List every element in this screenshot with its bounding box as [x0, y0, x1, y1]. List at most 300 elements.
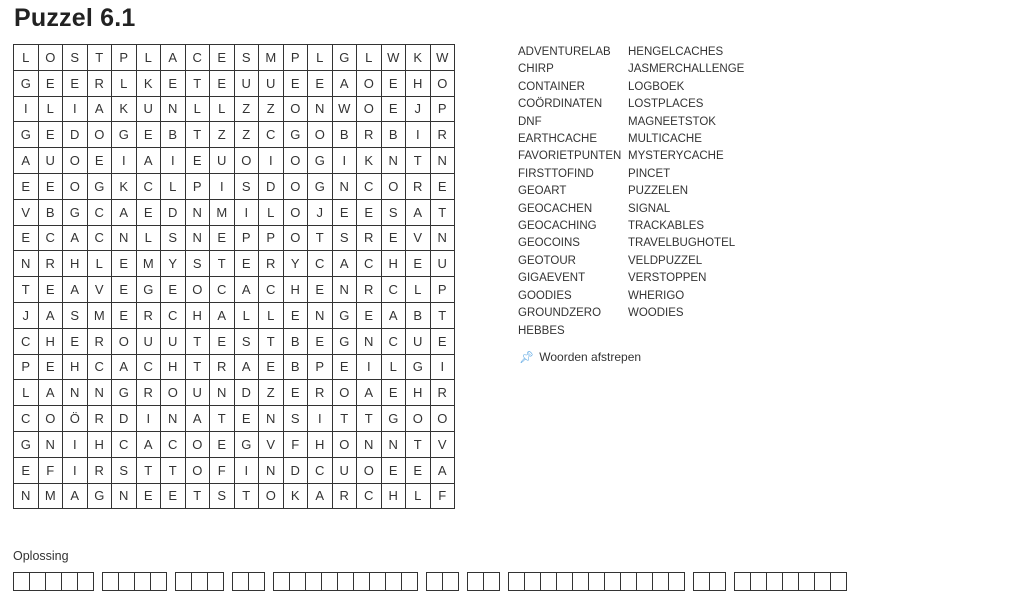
grid-cell[interactable]: J — [14, 302, 39, 328]
grid-cell[interactable]: O — [63, 148, 88, 174]
grid-cell[interactable]: T — [430, 302, 455, 328]
grid-cell[interactable]: O — [87, 122, 112, 148]
grid-cell[interactable]: L — [357, 45, 382, 71]
grid-cell[interactable]: N — [430, 148, 455, 174]
grid-cell[interactable]: A — [234, 277, 259, 303]
grid-cell[interactable]: I — [430, 354, 455, 380]
grid-cell[interactable]: I — [63, 96, 88, 122]
grid-cell[interactable]: C — [38, 225, 63, 251]
grid-cell[interactable]: O — [406, 406, 431, 432]
grid-cell[interactable]: E — [283, 302, 308, 328]
grid-cell[interactable]: N — [14, 251, 39, 277]
grid-cell[interactable]: O — [259, 483, 284, 509]
grid-cell[interactable]: S — [234, 328, 259, 354]
grid-cell[interactable]: R — [357, 277, 382, 303]
grid-cell[interactable]: E — [136, 122, 161, 148]
answer-letter-box[interactable] — [191, 572, 208, 591]
grid-cell[interactable]: U — [259, 70, 284, 96]
grid-cell[interactable]: H — [87, 431, 112, 457]
grid-cell[interactable]: F — [283, 431, 308, 457]
answer-letter-box[interactable] — [734, 572, 751, 591]
grid-cell[interactable]: D — [161, 199, 186, 225]
answer-letter-box[interactable] — [483, 572, 500, 591]
grid-cell[interactable]: E — [357, 199, 382, 225]
grid-cell[interactable]: D — [283, 457, 308, 483]
grid-cell[interactable]: P — [308, 354, 333, 380]
grid-cell[interactable]: W — [430, 45, 455, 71]
grid-cell[interactable]: C — [14, 406, 39, 432]
grid-cell[interactable]: L — [112, 70, 137, 96]
grid-cell[interactable]: C — [136, 354, 161, 380]
answer-letter-box[interactable] — [289, 572, 306, 591]
grid-cell[interactable]: G — [381, 406, 406, 432]
grid-cell[interactable]: O — [161, 380, 186, 406]
answer-letter-box[interactable] — [305, 572, 322, 591]
grid-cell[interactable]: V — [87, 277, 112, 303]
grid-cell[interactable]: P — [14, 354, 39, 380]
answer-letter-box[interactable] — [102, 572, 119, 591]
grid-cell[interactable]: N — [161, 96, 186, 122]
grid-cell[interactable]: E — [332, 199, 357, 225]
grid-cell[interactable]: R — [87, 406, 112, 432]
grid-cell[interactable]: G — [283, 122, 308, 148]
grid-cell[interactable]: E — [63, 328, 88, 354]
grid-cell[interactable]: U — [332, 457, 357, 483]
grid-cell[interactable]: O — [283, 199, 308, 225]
grid-cell[interactable]: R — [357, 122, 382, 148]
answer-letter-box[interactable] — [273, 572, 290, 591]
grid-cell[interactable]: N — [381, 148, 406, 174]
grid-cell[interactable]: T — [406, 431, 431, 457]
grid-cell[interactable]: T — [161, 457, 186, 483]
grid-cell[interactable]: K — [136, 70, 161, 96]
answer-letter-box[interactable] — [353, 572, 370, 591]
grid-cell[interactable]: Z — [259, 380, 284, 406]
grid-cell[interactable]: O — [357, 70, 382, 96]
grid-cell[interactable]: V — [259, 431, 284, 457]
grid-cell[interactable]: S — [161, 225, 186, 251]
grid-cell[interactable]: R — [308, 380, 333, 406]
grid-cell[interactable]: Z — [234, 96, 259, 122]
grid-cell[interactable]: O — [381, 173, 406, 199]
grid-cell[interactable]: D — [259, 173, 284, 199]
grid-cell[interactable]: H — [308, 431, 333, 457]
answer-letter-box[interactable] — [782, 572, 799, 591]
grid-cell[interactable]: N — [161, 406, 186, 432]
grid-cell[interactable]: T — [234, 483, 259, 509]
grid-cell[interactable]: N — [308, 302, 333, 328]
grid-cell[interactable]: L — [381, 354, 406, 380]
grid-cell[interactable]: E — [308, 328, 333, 354]
grid-cell[interactable]: E — [112, 277, 137, 303]
grid-cell[interactable]: U — [161, 328, 186, 354]
answer-letter-box[interactable] — [652, 572, 669, 591]
grid-cell[interactable]: J — [308, 199, 333, 225]
grid-cell[interactable]: J — [406, 96, 431, 122]
grid-cell[interactable]: A — [14, 148, 39, 174]
grid-cell[interactable]: N — [332, 173, 357, 199]
grid-cell[interactable]: T — [185, 70, 210, 96]
grid-cell[interactable]: N — [63, 380, 88, 406]
grid-cell[interactable]: A — [308, 483, 333, 509]
grid-cell[interactable]: L — [136, 225, 161, 251]
grid-cell[interactable]: T — [332, 406, 357, 432]
grid-cell[interactable]: L — [14, 380, 39, 406]
grid-cell[interactable]: A — [430, 457, 455, 483]
grid-cell[interactable]: I — [161, 148, 186, 174]
grid-cell[interactable]: L — [210, 96, 235, 122]
answer-letter-box[interactable] — [175, 572, 192, 591]
grid-cell[interactable]: E — [234, 251, 259, 277]
grid-cell[interactable]: I — [406, 122, 431, 148]
grid-cell[interactable]: D — [234, 380, 259, 406]
grid-cell[interactable]: U — [234, 70, 259, 96]
grid-cell[interactable]: O — [283, 173, 308, 199]
grid-cell[interactable]: V — [406, 225, 431, 251]
grid-cell[interactable]: N — [259, 457, 284, 483]
grid-cell[interactable]: R — [136, 302, 161, 328]
grid-cell[interactable]: P — [430, 96, 455, 122]
grid-cell[interactable]: B — [283, 328, 308, 354]
grid-cell[interactable]: N — [259, 406, 284, 432]
grid-cell[interactable]: C — [210, 277, 235, 303]
grid-cell[interactable]: A — [210, 302, 235, 328]
grid-cell[interactable]: A — [38, 380, 63, 406]
grid-cell[interactable]: R — [87, 328, 112, 354]
grid-cell[interactable]: I — [234, 457, 259, 483]
grid-cell[interactable]: O — [430, 70, 455, 96]
grid-cell[interactable]: S — [185, 251, 210, 277]
grid-cell[interactable]: O — [308, 122, 333, 148]
grid-cell[interactable]: A — [357, 380, 382, 406]
grid-cell[interactable]: N — [14, 483, 39, 509]
grid-cell[interactable]: S — [381, 199, 406, 225]
grid-cell[interactable]: I — [210, 173, 235, 199]
grid-cell[interactable]: I — [332, 148, 357, 174]
grid-cell[interactable]: E — [112, 302, 137, 328]
grid-cell[interactable]: E — [430, 328, 455, 354]
grid-cell[interactable]: E — [308, 277, 333, 303]
answer-letter-box[interactable] — [750, 572, 767, 591]
grid-cell[interactable]: E — [14, 225, 39, 251]
grid-cell[interactable]: N — [185, 225, 210, 251]
grid-cell[interactable]: F — [210, 457, 235, 483]
grid-cell[interactable]: C — [112, 431, 137, 457]
grid-cell[interactable]: P — [283, 45, 308, 71]
grid-cell[interactable]: L — [38, 96, 63, 122]
grid-cell[interactable]: U — [136, 328, 161, 354]
grid-cell[interactable]: E — [136, 199, 161, 225]
grid-cell[interactable]: O — [332, 431, 357, 457]
answer-letter-box[interactable] — [709, 572, 726, 591]
answer-letter-box[interactable] — [61, 572, 78, 591]
grid-cell[interactable]: A — [63, 225, 88, 251]
grid-cell[interactable]: A — [112, 354, 137, 380]
grid-cell[interactable]: A — [136, 148, 161, 174]
grid-cell[interactable]: Y — [283, 251, 308, 277]
grid-cell[interactable]: R — [430, 380, 455, 406]
grid-cell[interactable]: A — [38, 302, 63, 328]
grid-cell[interactable]: Z — [210, 122, 235, 148]
grid-cell[interactable]: C — [259, 277, 284, 303]
answer-letter-box[interactable] — [369, 572, 386, 591]
grid-cell[interactable]: Z — [234, 122, 259, 148]
grid-cell[interactable]: T — [185, 328, 210, 354]
grid-cell[interactable]: A — [136, 431, 161, 457]
answer-letter-box[interactable] — [604, 572, 621, 591]
grid-cell[interactable]: C — [308, 251, 333, 277]
grid-cell[interactable]: L — [259, 199, 284, 225]
grid-cell[interactable]: N — [430, 225, 455, 251]
grid-cell[interactable]: R — [259, 251, 284, 277]
grid-cell[interactable]: N — [357, 328, 382, 354]
grid-cell[interactable]: B — [332, 122, 357, 148]
strike-words-link[interactable] — [519, 350, 641, 364]
grid-cell[interactable]: B — [406, 302, 431, 328]
grid-cell[interactable]: P — [234, 225, 259, 251]
grid-cell[interactable]: E — [332, 354, 357, 380]
grid-cell[interactable]: E — [63, 70, 88, 96]
grid-cell[interactable]: A — [234, 354, 259, 380]
grid-cell[interactable]: Z — [259, 96, 284, 122]
grid-cell[interactable]: N — [210, 380, 235, 406]
grid-cell[interactable]: E — [38, 122, 63, 148]
grid-cell[interactable]: O — [357, 457, 382, 483]
grid-cell[interactable]: E — [210, 328, 235, 354]
grid-cell[interactable]: T — [259, 328, 284, 354]
answer-letter-box[interactable] — [693, 572, 710, 591]
grid-cell[interactable]: L — [161, 173, 186, 199]
grid-cell[interactable]: O — [357, 96, 382, 122]
grid-cell[interactable]: E — [234, 406, 259, 432]
grid-cell[interactable]: S — [234, 173, 259, 199]
grid-cell[interactable]: E — [283, 70, 308, 96]
grid-cell[interactable]: C — [185, 45, 210, 71]
grid-cell[interactable]: T — [210, 251, 235, 277]
grid-cell[interactable]: G — [63, 199, 88, 225]
grid-cell[interactable]: U — [185, 380, 210, 406]
grid-cell[interactable]: H — [406, 70, 431, 96]
grid-cell[interactable]: G — [332, 328, 357, 354]
grid-cell[interactable]: R — [357, 225, 382, 251]
grid-cell[interactable]: T — [185, 483, 210, 509]
grid-cell[interactable]: C — [87, 354, 112, 380]
grid-cell[interactable]: I — [308, 406, 333, 432]
grid-cell[interactable]: K — [112, 96, 137, 122]
grid-cell[interactable]: N — [381, 431, 406, 457]
grid-cell[interactable]: A — [332, 251, 357, 277]
grid-cell[interactable]: I — [357, 354, 382, 380]
grid-cell[interactable]: E — [112, 251, 137, 277]
grid-cell[interactable]: H — [381, 251, 406, 277]
grid-cell[interactable]: D — [112, 406, 137, 432]
grid-cell[interactable]: E — [210, 45, 235, 71]
grid-cell[interactable]: T — [210, 406, 235, 432]
grid-cell[interactable]: R — [430, 122, 455, 148]
grid-cell[interactable]: E — [406, 457, 431, 483]
answer-letter-box[interactable] — [798, 572, 815, 591]
grid-cell[interactable]: H — [381, 483, 406, 509]
grid-cell[interactable]: C — [161, 431, 186, 457]
grid-cell[interactable]: M — [87, 302, 112, 328]
grid-cell[interactable]: M — [259, 45, 284, 71]
grid-cell[interactable]: S — [234, 45, 259, 71]
grid-cell[interactable]: C — [381, 328, 406, 354]
grid-cell[interactable]: B — [381, 122, 406, 148]
grid-cell[interactable]: H — [406, 380, 431, 406]
answer-letter-box[interactable] — [118, 572, 135, 591]
grid-cell[interactable]: L — [234, 302, 259, 328]
answer-letter-box[interactable] — [588, 572, 605, 591]
grid-cell[interactable]: U — [38, 148, 63, 174]
grid-cell[interactable]: E — [430, 173, 455, 199]
grid-cell[interactable]: T — [185, 122, 210, 148]
grid-cell[interactable]: E — [259, 354, 284, 380]
grid-cell[interactable]: E — [38, 354, 63, 380]
grid-cell[interactable]: O — [185, 457, 210, 483]
grid-cell[interactable]: C — [381, 277, 406, 303]
grid-cell[interactable]: L — [14, 45, 39, 71]
grid-cell[interactable]: O — [283, 148, 308, 174]
grid-cell[interactable]: G — [136, 277, 161, 303]
grid-cell[interactable]: O — [234, 148, 259, 174]
grid-cell[interactable]: O — [283, 96, 308, 122]
grid-cell[interactable]: I — [136, 406, 161, 432]
answer-letter-box[interactable] — [556, 572, 573, 591]
grid-cell[interactable]: N — [112, 483, 137, 509]
answer-letter-box[interactable] — [232, 572, 249, 591]
grid-cell[interactable]: G — [87, 173, 112, 199]
grid-cell[interactable]: S — [63, 45, 88, 71]
grid-cell[interactable]: A — [63, 277, 88, 303]
grid-cell[interactable]: O — [332, 380, 357, 406]
answer-letter-box[interactable] — [401, 572, 418, 591]
grid-cell[interactable]: T — [87, 45, 112, 71]
grid-cell[interactable]: A — [185, 406, 210, 432]
grid-cell[interactable]: V — [14, 199, 39, 225]
grid-cell[interactable]: C — [136, 173, 161, 199]
grid-cell[interactable]: U — [430, 251, 455, 277]
grid-cell[interactable]: I — [63, 431, 88, 457]
answer-letter-box[interactable] — [150, 572, 167, 591]
grid-cell[interactable]: E — [14, 173, 39, 199]
grid-cell[interactable]: C — [161, 302, 186, 328]
grid-cell[interactable]: E — [210, 70, 235, 96]
grid-cell[interactable]: N — [38, 431, 63, 457]
grid-cell[interactable]: I — [259, 148, 284, 174]
answer-letter-box[interactable] — [524, 572, 541, 591]
grid-cell[interactable]: L — [185, 96, 210, 122]
answer-letter-box[interactable] — [814, 572, 831, 591]
grid-cell[interactable]: G — [234, 431, 259, 457]
grid-cell[interactable]: P — [112, 45, 137, 71]
grid-cell[interactable]: I — [234, 199, 259, 225]
grid-cell[interactable]: O — [38, 406, 63, 432]
grid-cell[interactable]: S — [283, 406, 308, 432]
grid-cell[interactable]: T — [136, 457, 161, 483]
grid-cell[interactable]: T — [357, 406, 382, 432]
grid-cell[interactable]: R — [87, 457, 112, 483]
answer-letter-box[interactable] — [508, 572, 525, 591]
grid-cell[interactable]: A — [406, 199, 431, 225]
answer-letter-box[interactable] — [467, 572, 484, 591]
grid-cell[interactable]: H — [63, 354, 88, 380]
answer-letter-box[interactable] — [668, 572, 685, 591]
grid-cell[interactable]: L — [87, 251, 112, 277]
grid-cell[interactable]: A — [63, 483, 88, 509]
grid-cell[interactable]: E — [87, 148, 112, 174]
grid-cell[interactable]: E — [161, 483, 186, 509]
grid-cell[interactable]: O — [283, 225, 308, 251]
grid-cell[interactable]: U — [210, 148, 235, 174]
grid-cell[interactable]: G — [14, 70, 39, 96]
grid-cell[interactable]: S — [332, 225, 357, 251]
grid-cell[interactable]: T — [406, 148, 431, 174]
grid-cell[interactable]: B — [38, 199, 63, 225]
grid-cell[interactable]: H — [283, 277, 308, 303]
grid-cell[interactable]: L — [136, 45, 161, 71]
grid-cell[interactable]: E — [381, 70, 406, 96]
grid-cell[interactable]: E — [136, 483, 161, 509]
grid-cell[interactable]: N — [357, 431, 382, 457]
grid-cell[interactable]: C — [308, 457, 333, 483]
grid-cell[interactable]: G — [332, 45, 357, 71]
grid-cell[interactable]: E — [357, 302, 382, 328]
grid-cell[interactable]: G — [112, 122, 137, 148]
grid-cell[interactable]: G — [14, 122, 39, 148]
answer-letter-box[interactable] — [77, 572, 94, 591]
answer-letter-box[interactable] — [442, 572, 459, 591]
grid-cell[interactable]: R — [87, 70, 112, 96]
grid-cell[interactable]: N — [112, 225, 137, 251]
grid-cell[interactable]: E — [14, 457, 39, 483]
grid-cell[interactable]: E — [406, 251, 431, 277]
grid-cell[interactable]: L — [406, 277, 431, 303]
grid-cell[interactable]: G — [308, 173, 333, 199]
grid-cell[interactable]: U — [136, 96, 161, 122]
grid-cell[interactable]: K — [406, 45, 431, 71]
grid-cell[interactable]: L — [259, 302, 284, 328]
grid-cell[interactable]: R — [332, 483, 357, 509]
grid-cell[interactable]: R — [38, 251, 63, 277]
grid-cell[interactable]: C — [259, 122, 284, 148]
grid-cell[interactable]: O — [185, 277, 210, 303]
grid-cell[interactable]: R — [406, 173, 431, 199]
grid-cell[interactable]: G — [87, 483, 112, 509]
grid-cell[interactable]: N — [185, 199, 210, 225]
grid-cell[interactable]: G — [112, 380, 137, 406]
grid-cell[interactable]: V — [430, 431, 455, 457]
grid-cell[interactable]: T — [430, 199, 455, 225]
grid-cell[interactable]: B — [161, 122, 186, 148]
answer-letter-box[interactable] — [426, 572, 443, 591]
grid-cell[interactable]: G — [308, 148, 333, 174]
grid-cell[interactable]: M — [136, 251, 161, 277]
answer-letter-box[interactable] — [248, 572, 265, 591]
grid-cell[interactable]: E — [38, 173, 63, 199]
grid-cell[interactable]: O — [38, 45, 63, 71]
grid-cell[interactable]: E — [161, 277, 186, 303]
grid-cell[interactable]: E — [283, 380, 308, 406]
grid-cell[interactable]: O — [185, 431, 210, 457]
answer-letter-box[interactable] — [207, 572, 224, 591]
grid-cell[interactable]: B — [283, 354, 308, 380]
grid-cell[interactable]: H — [38, 328, 63, 354]
grid-cell[interactable]: A — [87, 96, 112, 122]
grid-cell[interactable]: G — [406, 354, 431, 380]
grid-cell[interactable]: E — [381, 225, 406, 251]
grid-cell[interactable]: C — [14, 328, 39, 354]
